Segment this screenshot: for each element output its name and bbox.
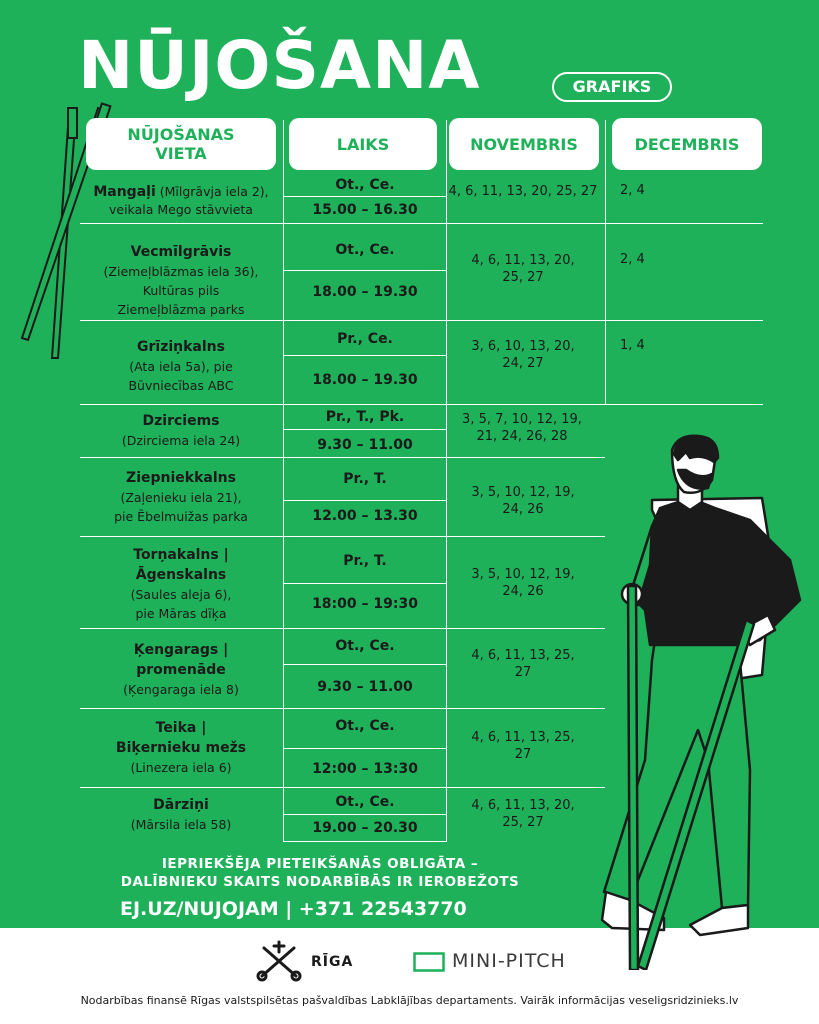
location-address: (Mīlgrāvja iela 2),	[159, 184, 269, 199]
header-december	[612, 118, 762, 170]
november-dates: 3, 5, 10, 12, 19, 24, 26	[471, 485, 575, 517]
page-title: NŪJOŠANA	[78, 27, 481, 104]
location-name: Mangaļi	[93, 184, 156, 200]
registration-notice-line1: IEPRIEKŠĒJA PIETEIKŠANĀS OBLIGĀTA –	[161, 856, 479, 872]
time-range: 9.30 – 11.00	[317, 437, 413, 453]
days-of-week: Pr., T.	[343, 471, 387, 487]
riga-logo-text: RĪGA	[311, 954, 354, 970]
november-dates: 4, 6, 11, 13, 20, 25, 27	[471, 253, 575, 285]
footer-note: Nodarbības finansē Rīgas valstspilsētas pašvaldības Labklājības departaments. Vairāk informācijas veseligsridzinieks.lv	[80, 994, 739, 1007]
location-name-line2: Āgenskalns	[135, 567, 227, 583]
mini-pitch-logo-text: MINI-PITCH	[452, 950, 566, 972]
location-name: Teika |	[155, 720, 207, 736]
location-name: Ziepniekkalns	[126, 470, 236, 486]
location-cell	[80, 411, 282, 451]
location-cell	[80, 545, 282, 623]
location-cell	[80, 718, 282, 778]
time-range: 12.00 – 13.30	[312, 508, 418, 524]
location-cell	[80, 640, 282, 700]
location-name: Ķengarags |	[133, 642, 229, 658]
header-time-label: LAIKS	[336, 134, 390, 154]
days-of-week: Ot., Ce.	[335, 794, 395, 810]
days-of-week: Pr., Ce.	[337, 331, 393, 347]
december-dates: 2, 4	[620, 252, 645, 267]
location-name: Grīziņkalns	[137, 339, 225, 355]
hiker-illustration	[590, 430, 810, 970]
location-name-line2: promenāde	[136, 662, 226, 678]
location-name: Dzirciems	[142, 413, 220, 429]
location-address: (Dzirciema iela 24)	[121, 433, 241, 448]
location-name: Vecmīlgrāvis	[130, 244, 232, 260]
riga-coat-of-arms-icon	[254, 940, 304, 982]
time-range: 12:00 – 13:30	[312, 761, 418, 777]
location-address: (Mārsila iela 58)	[130, 817, 232, 832]
header-location-label: NŪJOŠANAS VIETA	[127, 125, 235, 163]
location-address: (Ata iela 5a), pie	[129, 359, 233, 374]
november-dates: 4, 6, 11, 13, 20, 25, 27	[448, 184, 598, 199]
december-dates: 1, 4	[620, 338, 645, 353]
days-of-week: Ot., Ce.	[335, 718, 395, 734]
location-cell	[80, 468, 282, 526]
mini-pitch-logo-icon	[413, 952, 445, 972]
location-cell	[80, 795, 282, 835]
time-range: 9.30 – 11.00	[317, 679, 413, 695]
time-range: 18.00 – 19.30	[312, 284, 418, 300]
time-range: 15.00 – 16.30	[312, 202, 418, 218]
time-range: 18.00 – 19.30	[312, 372, 418, 388]
header-location	[86, 118, 276, 170]
contact-info: EJ.UZ/NUJOJAM | +371 22543770	[120, 898, 467, 920]
location-cell	[80, 242, 282, 319]
location-cell	[80, 337, 282, 395]
location-address: (Saules aleja 6),	[130, 587, 232, 602]
location-address: (Ķengaraga iela 8)	[123, 682, 239, 697]
header-november-label: NOVEMBRIS	[470, 134, 578, 154]
location-extra: Būvniecības ABC	[128, 378, 234, 393]
location-address: (Zaļenieku iela 21),	[120, 490, 242, 505]
december-dates: 2, 4	[620, 183, 645, 198]
location-cell	[80, 183, 282, 219]
location-extra: pie Māras dīķa	[135, 606, 227, 621]
location-name: Torņakalns |	[133, 547, 229, 563]
november-dates: 4, 6, 11, 13, 25, 27	[471, 648, 575, 680]
november-dates: 4, 6, 11, 13, 25, 27	[471, 730, 575, 762]
location-extra: pie Ēbelmuižas parka	[114, 509, 248, 524]
days-of-week: Pr., T.	[343, 553, 387, 569]
registration-notice-line2: DALĪBNIEKU SKAITS NODARBĪBĀS IR IEROBEŽOTS	[120, 874, 520, 890]
location-extra: Kultūras pils Ziemeļblāzma parks	[117, 283, 245, 317]
location-address: (Linezera iela 6)	[130, 760, 232, 775]
location-name: Dārziņi	[153, 797, 209, 813]
days-of-week: Ot., Ce.	[335, 177, 395, 193]
november-dates: 3, 5, 10, 12, 19, 24, 26	[471, 567, 575, 599]
days-of-week: Ot., Ce.	[335, 242, 395, 258]
time-range: 19.00 – 20.30	[312, 820, 418, 836]
november-dates: 3, 6, 10, 13, 20, 24, 27	[471, 339, 575, 371]
location-extra: veikala Mego stāvvieta	[109, 202, 253, 217]
schedule-badge: GRAFIKS	[552, 72, 672, 102]
header-november	[449, 118, 599, 170]
header-time	[289, 118, 437, 170]
november-dates: 4, 6, 11, 13, 20, 25, 27	[471, 798, 575, 830]
time-range: 18:00 – 19:30	[312, 596, 418, 612]
location-name-line2: Biķernieku mežs	[115, 740, 247, 756]
november-dates: 3, 5, 7, 10, 12, 19, 21, 24, 26, 28	[462, 412, 582, 444]
location-address: (Ziemeļblāzmas iela 36),	[103, 264, 259, 279]
days-of-week: Ot., Ce.	[335, 638, 395, 654]
days-of-week: Pr., T., Pk.	[325, 409, 405, 425]
header-december-label: DECEMBRIS	[634, 134, 740, 154]
